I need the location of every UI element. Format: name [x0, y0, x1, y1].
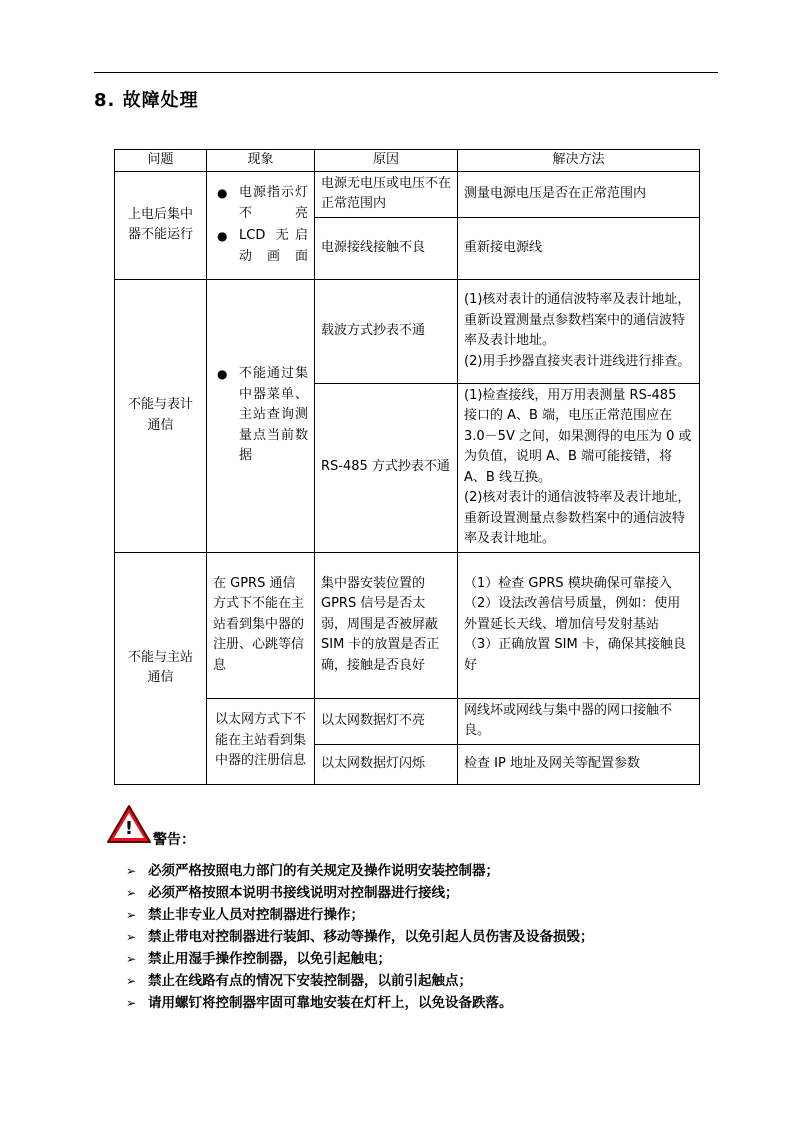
warning-list [126, 860, 594, 1014]
arrow-bullet-icon: ➢ [126, 908, 137, 922]
solution-cell: 测量电源电压是否在正常范围内 [458, 171, 700, 217]
solution-cell: 网线坏或网线与集中器的网口接触不良。 [458, 698, 700, 744]
table-row [115, 171, 700, 217]
symptom-cell: 在 GPRS 通信方式下不能在主站看到集中器的注册、心跳等信息 [207, 552, 315, 698]
symptom-item [213, 364, 308, 467]
problem-cell: 不能与主站通信 [115, 552, 207, 784]
symptom-text: 电源指示灯不亮 [239, 185, 308, 221]
troubleshooting-table [114, 149, 700, 785]
warning-item [126, 904, 594, 926]
cause-cell: 以太网数据灯闪烁 [315, 744, 458, 784]
arrow-bullet-icon: ➢ [126, 930, 137, 944]
symptom-cell: 以太网方式下不能在主站看到集中器的注册信息 [207, 698, 315, 784]
bullet-icon: ● [217, 367, 228, 382]
solution-cell [458, 552, 700, 698]
warning-text: 禁止在线路有点的情况下安装控制器，以前引起触点； [148, 973, 472, 989]
symptom-cell [207, 279, 315, 552]
header-symptom: 现象 [207, 150, 315, 172]
header-problem: 问题 [115, 150, 207, 172]
warning-item [126, 860, 594, 882]
arrow-bullet-icon: ➢ [126, 952, 137, 966]
table-row [115, 552, 700, 698]
solution-step: （2）设法改善信号质量，例如：使用外置延长天线、增加信号发射基站 [464, 596, 681, 632]
solution-step: （1）检查 GPRS 模块确保可靠接入 [464, 575, 672, 591]
warning-text: 禁止非专业人员对控制器进行操作； [148, 907, 364, 923]
symptom-text: 不能通过集中器菜单、主站查询测量点当前数据 [239, 366, 308, 464]
header-cause: 原因 [315, 150, 458, 172]
arrow-bullet-icon: ➢ [126, 974, 137, 988]
header-solution: 解决方法 [458, 150, 700, 172]
solution-step: (1)检查接线，用万用表测量 RS-485 接口的 A、B 端，电压正常范围应在 3.0－5V 之间，如果测得的电压为 0 或为负值，说明 A、B 端可能接错，将 A、B 线互换。 [464, 387, 692, 485]
problem-cell: 不能与表计通信 [115, 279, 207, 552]
warning-item [126, 882, 594, 904]
bullet-icon: ● [217, 186, 228, 200]
symptom-text: LCD 无启动画面 [239, 228, 308, 264]
warning-item [126, 992, 594, 1014]
cause-cell: 集中器安装位置的 GPRS 信号是否太弱，周围是否被屏蔽 SIM 卡的放置是否正确，接触是否良好 [315, 552, 458, 698]
warning-item [126, 970, 594, 992]
warning-mark: ! [124, 818, 134, 839]
warning-text: 必须严格按照电力部门的有关规定及操作说明安装控制器； [148, 863, 499, 879]
section-title: 故障处理 [122, 90, 199, 111]
symptom-cell [207, 171, 315, 279]
table-header-row [115, 150, 700, 172]
cause-cell: 电源接线接触不良 [315, 217, 458, 279]
solution-cell: 重新接电源线 [458, 217, 700, 279]
header-rule [94, 72, 718, 73]
warning-text: 必须严格按照本说明书接线说明对控制器进行接线； [148, 885, 459, 901]
warning-text: 请用螺钉将控制器牢固可靠地安装在灯杆上，以免设备跌落。 [148, 995, 513, 1011]
warning-triangle-icon [106, 804, 152, 844]
warning-text: 禁止带电对控制器进行装卸、移动等操作，以免引起人员伤害及设备损毁； [148, 929, 594, 945]
bullet-icon: ● [217, 229, 228, 243]
cause-cell: RS-485 方式抄表不通 [315, 383, 458, 552]
warning-item [126, 948, 594, 970]
warning-text: 禁止用湿手操作控制器，以免引起触电； [148, 951, 391, 967]
solution-cell [458, 279, 700, 383]
cause-cell: 载波方式抄表不通 [315, 279, 458, 383]
problem-cell: 上电后集中器不能运行 [115, 171, 207, 279]
section-heading [94, 86, 199, 112]
solution-cell: 检查 IP 地址及网关等配置参数 [458, 744, 700, 784]
solution-step: (2)核对表计的通信波特率及表计地址，重新设置测量点参数档案中的通信波特率及表计地址。 [464, 490, 691, 546]
arrow-bullet-icon: ➢ [126, 996, 137, 1010]
cause-cell: 以太网数据灯不亮 [315, 698, 458, 744]
solution-step: （3）正确放置 SIM 卡，确保其接触良好 [464, 637, 686, 673]
table-row [115, 279, 700, 383]
arrow-bullet-icon: ➢ [126, 864, 137, 878]
warning-item [126, 926, 594, 948]
warning-label: 警告： [153, 832, 195, 848]
section-number: 8. [94, 90, 116, 111]
cause-cell: 电源无电压或电压不在正常范围内 [315, 171, 458, 217]
solution-step: (1)核对表计的通信波特率及表计地址，重新设置测量点参数档案中的通信波特率及表计地址。 [464, 292, 691, 348]
solution-step: (2)用手抄器直接夹表计进线进行排查。 [464, 353, 691, 369]
solution-cell [458, 383, 700, 552]
arrow-bullet-icon: ➢ [126, 886, 137, 900]
symptom-item [213, 183, 308, 224]
symptom-item [213, 226, 308, 267]
